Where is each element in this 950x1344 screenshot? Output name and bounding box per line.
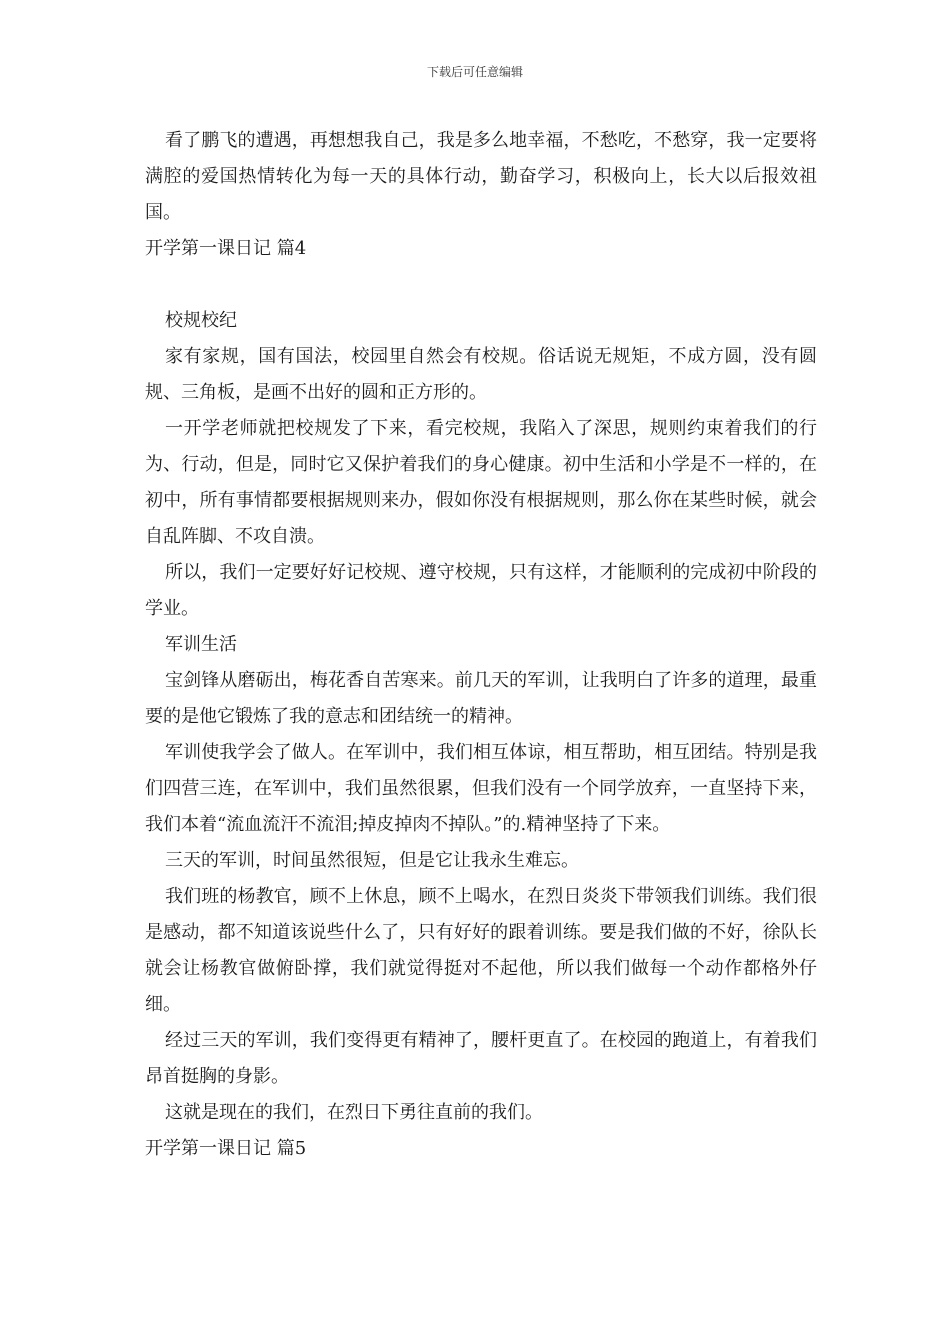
paragraph: 军训使我学会了做人。在军训中，我们相互体谅，相互帮助，相互团结。特别是我们四营三连，在军训中，我们虽然很累，但我们没有一个同学放弃，一直坚持下来，我们本着“流血流汗不流泪;掉皮掉肉不掉队。”的.精神坚持了下来。 xyxy=(145,742,817,835)
paragraph: 我们班的杨教官，顾不上休息，顾不上喝水，在烈日炎炎下带领我们训练。我们很是感动，都不知道该说些什么了，只有好好的跟着训练。要是我们做的不好，徐队长就会让杨教官做俯卧撑，我们就觉得挺对不起他，所以我们做每一个动作都格外仔细。 xyxy=(145,886,817,1015)
section-heading: 开学第一课日记 篇4 xyxy=(145,238,307,259)
paragraph: 一开学老师就把校规发了下来，看完校规，我陷入了深思，规则约束着我们的行为、行动，但是，同时它又保护着我们的身心健康。初中生活和小学是不一样的，在初中，所有事情都要根据规则来办，假如你没有根据规则，那么你在某些时候，就会自乱阵脚、不攻自溃。 xyxy=(145,418,817,547)
paragraph: 三天的军训，时间虽然很短，但是它让我永生难忘。 xyxy=(165,850,579,871)
document-body xyxy=(145,123,817,1167)
paragraph: 所以，我们一定要好好记校规、遵守校规，只有这样，才能顺利的完成初中阶段的学业。 xyxy=(145,562,817,619)
paragraph: 看了鹏飞的遭遇，再想想我自己，我是多么地幸福，不愁吃，不愁穿，我一定要将满腔的爱国热情转化为每一天的具体行动，勤奋学习，积极向上，长大以后报效祖国。 xyxy=(145,130,817,223)
page-header: 下载后可任意编辑 xyxy=(426,65,523,79)
subheading: 校规校纪 xyxy=(165,310,237,331)
paragraph: 家有家规，国有国法，校园里自然会有校规。俗话说无规矩，不成方圆，没有圆规、三角板，是画不出好的圆和正方形的。 xyxy=(145,346,817,403)
paragraph: 这就是现在的我们，在烈日下勇往直前的我们。 xyxy=(165,1102,543,1123)
subheading: 军训生活 xyxy=(165,634,237,655)
blank-line xyxy=(145,267,817,303)
paragraph: 经过三天的军训，我们变得更有精神了，腰杆更直了。在校园的跑道上，有着我们昂首挺胸的身影。 xyxy=(145,1030,817,1087)
section-heading: 开学第一课日记 篇5 xyxy=(145,1138,307,1159)
paragraph: 宝剑锋从磨砺出，梅花香自苦寒来。前几天的军训，让我明白了许多的道理，最重要的是他它锻炼了我的意志和团结统一的精神。 xyxy=(145,670,817,727)
